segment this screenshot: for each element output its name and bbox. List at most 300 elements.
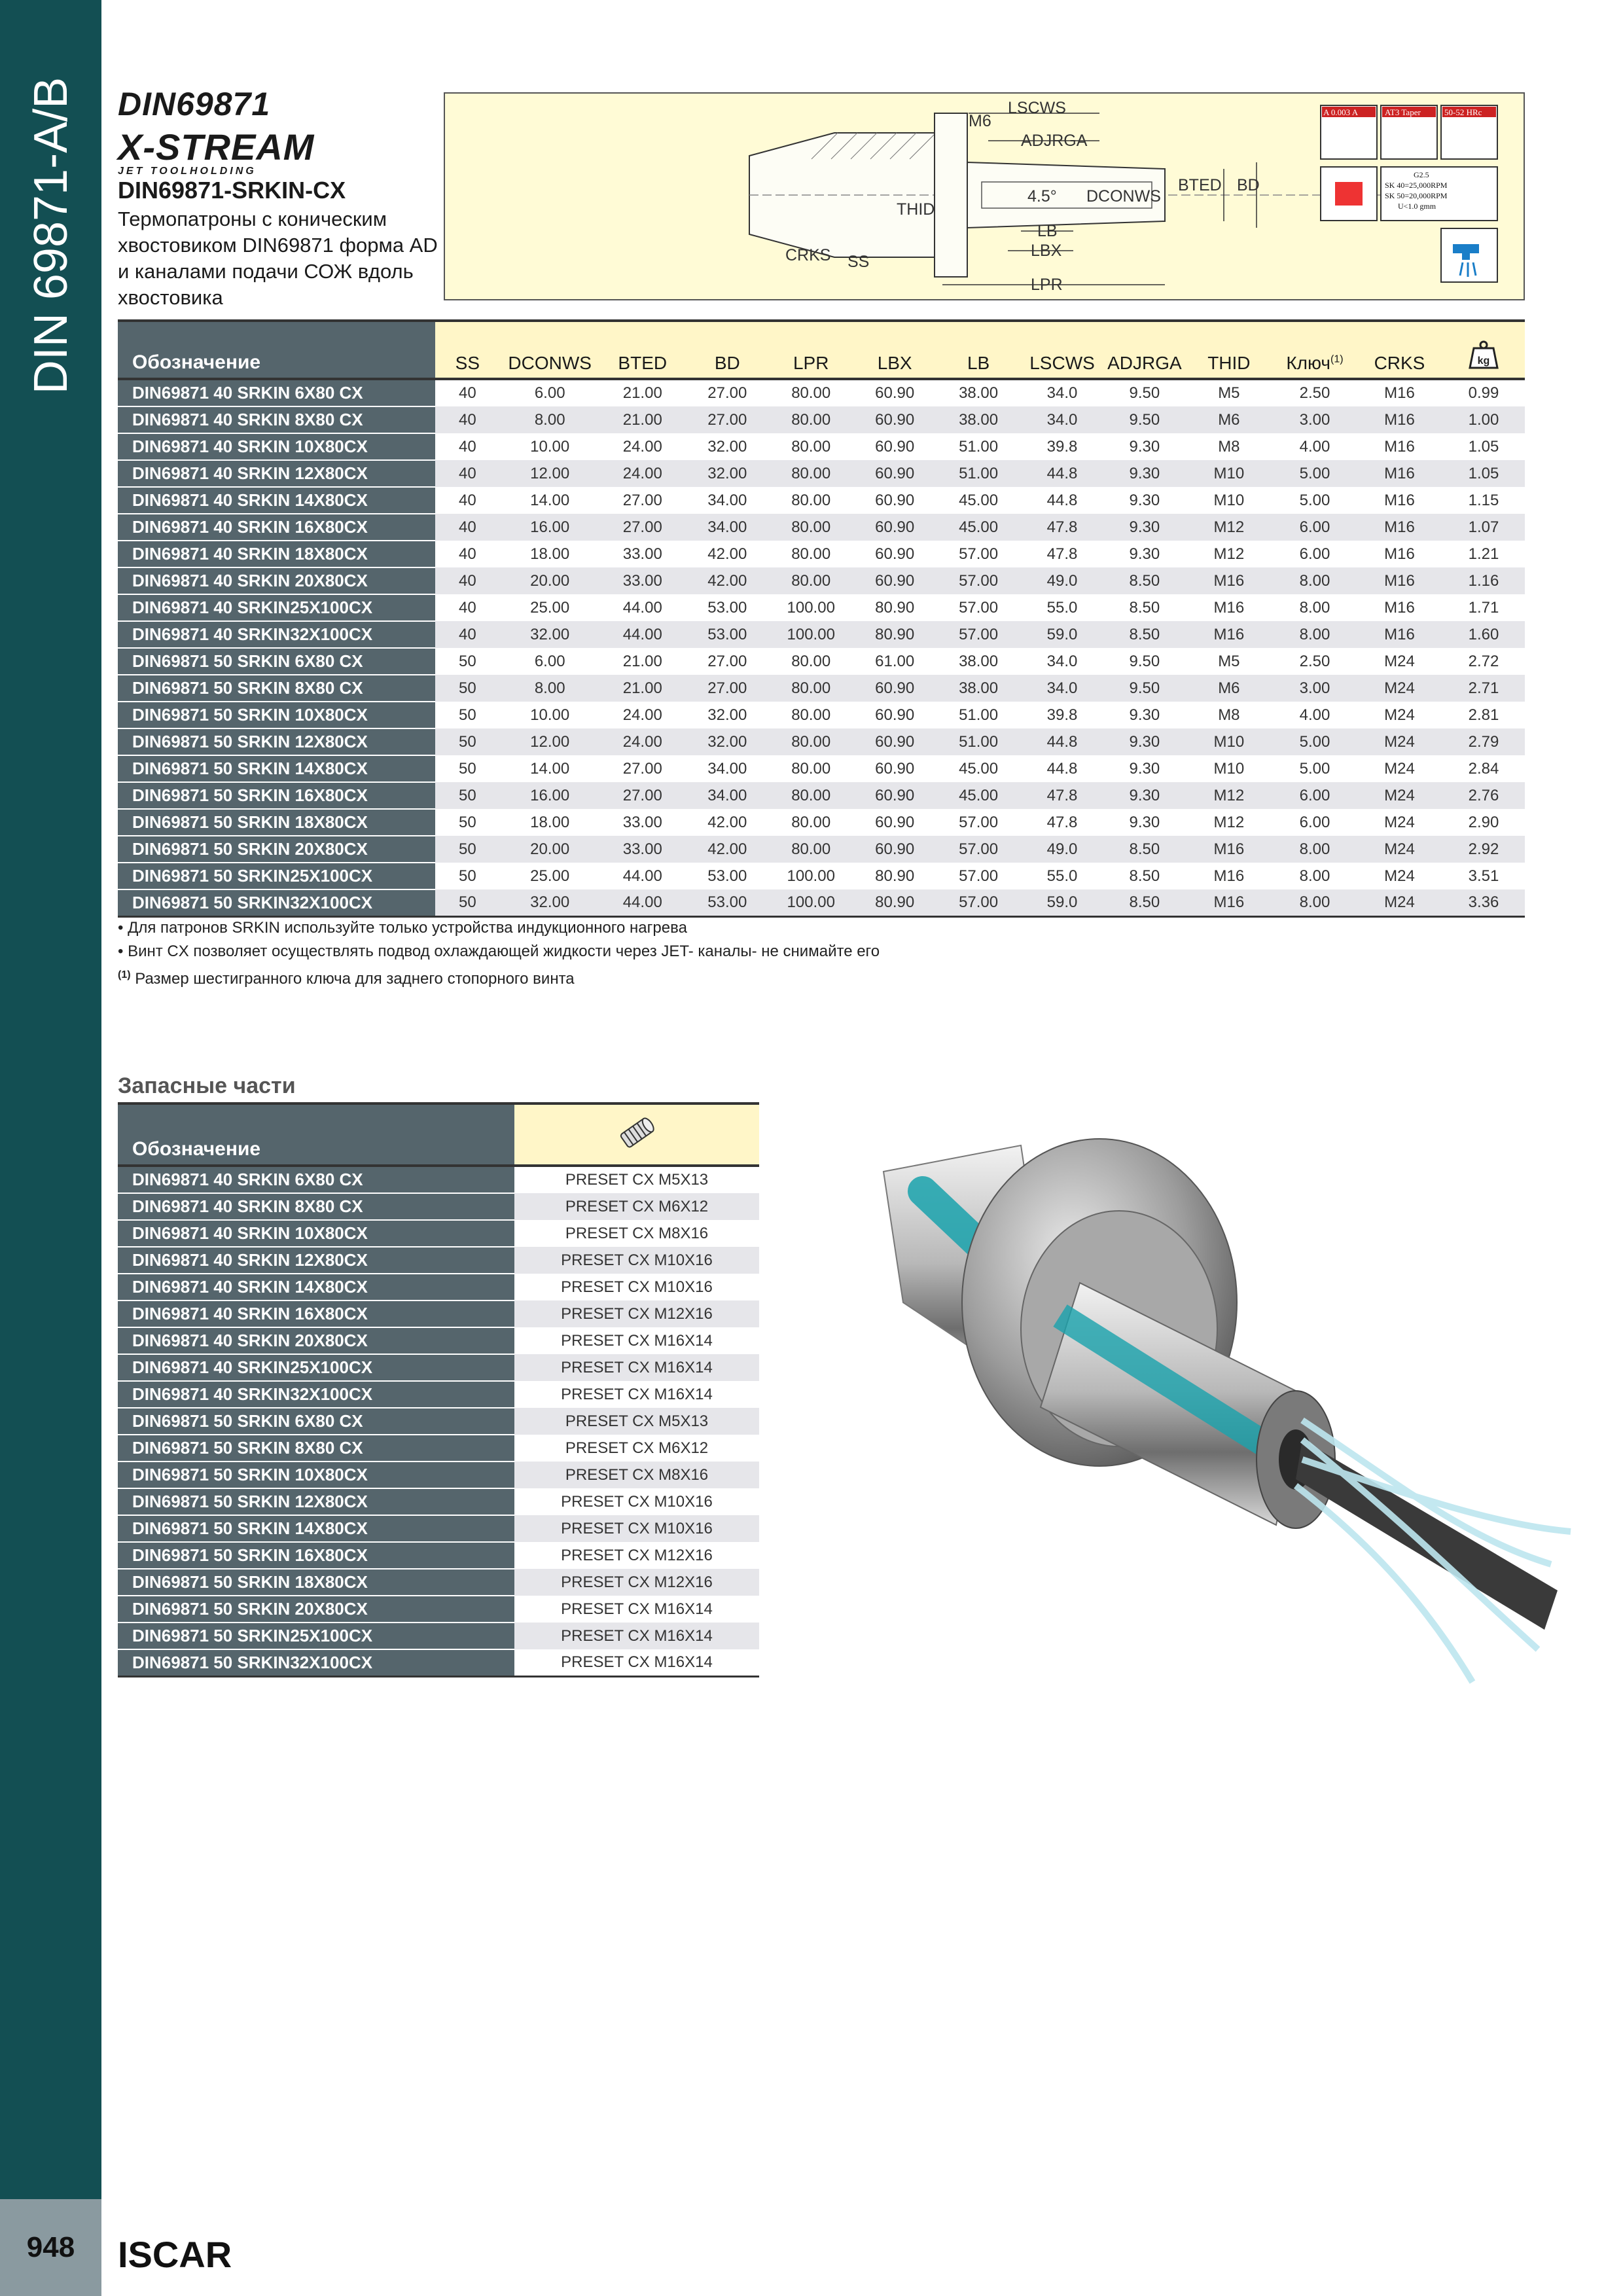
cell-screw: PRESET CX M10X16 [514,1247,759,1274]
cell-bted: 24.00 [599,433,685,460]
cell-thid: M16 [1185,836,1273,863]
cell-screw: PRESET CX M16X14 [514,1649,759,1677]
cell-thid: M6 [1185,675,1273,702]
x-stream-logo [118,85,314,177]
cell-weight: 1.05 [1442,460,1525,487]
cell-adjrga: 9.30 [1104,433,1185,460]
cell-key: 8.00 [1273,567,1357,594]
cell-weight: 1.00 [1442,406,1525,433]
dim-bted: BTED [1178,176,1222,194]
product-photo [844,1132,1577,1708]
col-designation: Обозначение [118,321,435,379]
cell-lb: 45.00 [936,782,1020,809]
cell-designation: DIN69871 40 SRKIN 6X80 CX [118,379,435,406]
spare-col-designation: Обозначение [118,1103,514,1166]
cell-crks: M16 [1357,433,1442,460]
cell-screw: PRESET CX M16X14 [514,1354,759,1381]
cell-screw: PRESET CX M12X16 [514,1542,759,1569]
cell-screw: PRESET CX M12X16 [514,1300,759,1327]
cell-key: 5.00 [1273,728,1357,755]
cell-lb: 38.00 [936,379,1020,406]
cell-crks: M24 [1357,809,1442,836]
cell-crks: M24 [1357,782,1442,809]
cell-lb: 57.00 [936,621,1020,648]
cell-ss: 50 [435,782,501,809]
cell-adjrga: 8.50 [1104,594,1185,621]
cell-crks: M24 [1357,889,1442,917]
cell-designation: DIN69871 50 SRKIN 18X80CX [118,809,435,836]
balance-line-2: SK 50=20,000RPM [1385,191,1448,200]
cell-bd: 53.00 [685,889,769,917]
spare-row [118,1596,759,1623]
cell-bted: 27.00 [599,514,685,541]
cell-bd: 42.00 [685,567,769,594]
cell-bted: 21.00 [599,406,685,433]
balance-title: G2.5 [1414,170,1429,179]
cell-designation: DIN69871 50 SRKIN 6X80 CX [118,648,435,675]
cell-dconws: 18.00 [500,809,599,836]
cell-ss: 40 [435,621,501,648]
table-row [118,406,1525,433]
cell-key: 5.00 [1273,460,1357,487]
spare-row [118,1488,759,1515]
cell-ss: 50 [435,809,501,836]
cell-lpr: 80.00 [769,755,853,782]
cell-weight: 1.71 [1442,594,1525,621]
cell-lscws: 49.0 [1020,567,1104,594]
cell-adjrga: 8.50 [1104,836,1185,863]
cell-lscws: 47.8 [1020,514,1104,541]
cell-crks: M24 [1357,675,1442,702]
cell-lscws: 59.0 [1020,889,1104,917]
spare-header-row [118,1103,759,1166]
cell-crks: M16 [1357,514,1442,541]
cell-key: 2.50 [1273,379,1357,406]
col-bd: BD [685,321,769,379]
table-row [118,755,1525,782]
table-row [118,621,1525,648]
spare-row [118,1623,759,1649]
cell-thid: M10 [1185,728,1273,755]
cell-lbx: 60.90 [853,702,936,728]
spare-row [118,1569,759,1596]
cell-ss: 40 [435,567,501,594]
cell-bd: 34.00 [685,782,769,809]
cell-thid: M16 [1185,621,1273,648]
table-row [118,433,1525,460]
cell-designation: DIN69871 40 SRKIN 20X80CX [118,1327,514,1354]
cell-designation: DIN69871 40 SRKIN 14X80CX [118,1274,514,1300]
cell-dconws: 14.00 [500,755,599,782]
cell-lpr: 80.00 [769,567,853,594]
cell-bd: 27.00 [685,648,769,675]
dim-lbx: LBX [1031,242,1062,260]
cell-bted: 44.00 [599,621,685,648]
cell-weight: 2.71 [1442,675,1525,702]
table-row [118,487,1525,514]
cell-bted: 44.00 [599,863,685,889]
cell-bted: 33.00 [599,541,685,567]
spare-row [118,1515,759,1542]
col-lbx: LBX [853,321,936,379]
cell-crks: M24 [1357,648,1442,675]
table-row [118,648,1525,675]
cell-lpr: 100.00 [769,621,853,648]
cell-weight: 1.15 [1442,487,1525,514]
cell-thid: M10 [1185,755,1273,782]
dim-dconws: DCONWS [1086,187,1161,206]
cell-adjrga: 8.50 [1104,863,1185,889]
cell-screw: PRESET CX M12X16 [514,1569,759,1596]
logo-xstream: X-STREAM [118,126,315,168]
table-row [118,594,1525,621]
cell-lbx: 60.90 [853,675,936,702]
cell-ss: 40 [435,541,501,567]
cell-bted: 24.00 [599,702,685,728]
cell-dconws: 25.00 [500,594,599,621]
cell-screw: PRESET CX M10X16 [514,1274,759,1300]
cell-bd: 42.00 [685,809,769,836]
spare-row [118,1542,759,1569]
cell-thid: M12 [1185,514,1273,541]
cell-weight: 1.07 [1442,514,1525,541]
key-label: Ключ [1286,353,1330,373]
cell-designation: DIN69871 50 SRKIN 10X80CX [118,702,435,728]
spare-row [118,1408,759,1435]
cell-thid: M10 [1185,460,1273,487]
cell-screw: PRESET CX M10X16 [514,1515,759,1542]
dim-lpr: LPR [1031,276,1063,294]
cell-bted: 44.00 [599,594,685,621]
cell-weight: 1.16 [1442,567,1525,594]
cell-weight: 3.36 [1442,889,1525,917]
footnotes [118,916,880,991]
cell-screw: PRESET CX M6X12 [514,1193,759,1220]
dim-ss: SS [847,253,870,271]
cell-weight: 0.99 [1442,379,1525,406]
cell-bd: 42.00 [685,541,769,567]
cell-lpr: 80.00 [769,728,853,755]
cell-dconws: 12.00 [500,728,599,755]
cell-ss: 50 [435,675,501,702]
cell-thid: M16 [1185,889,1273,917]
cell-thid: M6 [1185,406,1273,433]
spare-parts-table [118,1102,759,1677]
cell-bted: 33.00 [599,567,685,594]
cell-screw: PRESET CX M8X16 [514,1462,759,1488]
cell-screw: PRESET CX M5X13 [514,1408,759,1435]
cell-dconws: 32.00 [500,621,599,648]
cell-lpr: 100.00 [769,863,853,889]
cell-lb: 45.00 [936,755,1020,782]
cell-designation: DIN69871 40 SRKIN 16X80CX [118,514,435,541]
cell-designation: DIN69871 50 SRKIN 18X80CX [118,1569,514,1596]
cell-key: 5.00 [1273,487,1357,514]
cell-key: 8.00 [1273,594,1357,621]
cell-lscws: 39.8 [1020,433,1104,460]
cell-ss: 40 [435,487,501,514]
cell-crks: M16 [1357,621,1442,648]
cell-weight: 3.51 [1442,863,1525,889]
cell-lbx: 61.00 [853,648,936,675]
cell-lb: 51.00 [936,433,1020,460]
cell-designation: DIN69871 50 SRKIN25X100CX [118,863,435,889]
cell-lbx: 80.90 [853,863,936,889]
cell-bted: 21.00 [599,675,685,702]
table-row [118,567,1525,594]
cell-thid: M5 [1185,648,1273,675]
cell-lb: 57.00 [936,809,1020,836]
cell-lbx: 60.90 [853,755,936,782]
cell-adjrga: 9.50 [1104,406,1185,433]
cell-bd: 27.00 [685,675,769,702]
cell-ss: 40 [435,379,501,406]
table-row [118,379,1525,406]
cell-lscws: 34.0 [1020,379,1104,406]
cell-crks: M24 [1357,836,1442,863]
cell-lpr: 80.00 [769,648,853,675]
col-key [1273,321,1357,379]
cell-lbx: 60.90 [853,433,936,460]
cell-adjrga: 8.50 [1104,889,1185,917]
cell-lb: 57.00 [936,836,1020,863]
cell-crks: M16 [1357,594,1442,621]
cell-ss: 40 [435,514,501,541]
cell-ss: 40 [435,460,501,487]
cell-lscws: 34.0 [1020,675,1104,702]
col-weight [1442,321,1525,379]
cell-lpr: 80.00 [769,782,853,809]
cell-designation: DIN69871 50 SRKIN 16X80CX [118,782,435,809]
cell-designation: DIN69871 40 SRKIN 8X80 CX [118,406,435,433]
cell-key: 6.00 [1273,809,1357,836]
cell-weight: 2.90 [1442,809,1525,836]
cell-designation: DIN69871 40 SRKIN 10X80CX [118,433,435,460]
page-number: 948 [0,2199,101,2296]
spare-row [118,1274,759,1300]
cell-designation: DIN69871 40 SRKIN 14X80CX [118,487,435,514]
spare-col-screw [514,1103,759,1166]
cell-adjrga: 9.30 [1104,755,1185,782]
cell-weight: 1.05 [1442,433,1525,460]
cell-bd: 53.00 [685,863,769,889]
cell-ss: 50 [435,889,501,917]
dim-angle: 4.5° [1027,187,1057,206]
cell-dconws: 32.00 [500,889,599,917]
cell-bd: 32.00 [685,728,769,755]
cell-designation: DIN69871 50 SRKIN 6X80 CX [118,1408,514,1435]
cell-thid: M5 [1185,379,1273,406]
cell-lbx: 60.90 [853,541,936,567]
cell-key: 6.00 [1273,514,1357,541]
cell-lscws: 47.8 [1020,541,1104,567]
cell-designation: DIN69871 40 SRKIN 16X80CX [118,1300,514,1327]
cell-adjrga: 9.50 [1104,379,1185,406]
cell-designation: DIN69871 40 SRKIN 18X80CX [118,541,435,567]
cell-bd: 27.00 [685,406,769,433]
cell-designation: DIN69871 40 SRKIN25X100CX [118,1354,514,1381]
cell-weight: 2.92 [1442,836,1525,863]
cell-designation: DIN69871 50 SRKIN 20X80CX [118,836,435,863]
cell-designation: DIN69871 50 SRKIN 12X80CX [118,728,435,755]
spare-row [118,1649,759,1677]
cell-lscws: 44.8 [1020,728,1104,755]
cell-bd: 32.00 [685,433,769,460]
cell-lpr: 80.00 [769,675,853,702]
cell-dconws: 16.00 [500,514,599,541]
balance-line-3: U<1.0 gmm [1398,202,1436,211]
cell-designation: DIN69871 40 SRKIN 20X80CX [118,567,435,594]
cell-lscws: 44.8 [1020,487,1104,514]
cell-designation: DIN69871 40 SRKIN 10X80CX [118,1220,514,1247]
cell-key: 8.00 [1273,836,1357,863]
cell-key: 6.00 [1273,782,1357,809]
cell-designation: DIN69871 40 SRKIN 12X80CX [118,1247,514,1274]
cell-crks: M16 [1357,487,1442,514]
cell-designation: DIN69871 40 SRKIN 12X80CX [118,460,435,487]
col-lscws: LSCWS [1020,321,1104,379]
cell-designation: DIN69871 50 SRKIN 14X80CX [118,1515,514,1542]
cell-lscws: 34.0 [1020,648,1104,675]
cell-dconws: 18.00 [500,541,599,567]
cell-bted: 21.00 [599,648,685,675]
sidebar [0,0,101,2296]
cell-adjrga: 8.50 [1104,621,1185,648]
cell-designation: DIN69871 50 SRKIN 12X80CX [118,1488,514,1515]
spare-row [118,1354,759,1381]
dim-lb: LB [1037,222,1058,240]
cell-lscws: 34.0 [1020,406,1104,433]
cell-lpr: 80.00 [769,809,853,836]
cell-lbx: 60.90 [853,567,936,594]
cell-adjrga: 9.30 [1104,809,1185,836]
cell-adjrga: 9.30 [1104,487,1185,514]
cell-adjrga: 9.50 [1104,648,1185,675]
cell-thid: M16 [1185,863,1273,889]
cell-lscws: 55.0 [1020,863,1104,889]
cell-dconws: 20.00 [500,567,599,594]
cell-screw: PRESET CX M16X14 [514,1327,759,1354]
cell-lbx: 60.90 [853,809,936,836]
hardness-label: 50-52 HRc [1444,107,1482,117]
cell-lscws: 55.0 [1020,594,1104,621]
cell-lb: 57.00 [936,541,1020,567]
cell-weight: 1.60 [1442,621,1525,648]
key-footnote-marker: (1) [1330,353,1344,365]
cell-adjrga: 9.50 [1104,675,1185,702]
product-table [118,319,1525,918]
cell-bd: 42.00 [685,836,769,863]
cell-designation: DIN69871 50 SRKIN 8X80 CX [118,1435,514,1462]
logo-tagline: JET TOOLHOLDING [118,166,257,177]
table-row [118,702,1525,728]
cell-screw: PRESET CX M16X14 [514,1596,759,1623]
cell-bted: 21.00 [599,379,685,406]
cell-crks: M16 [1357,541,1442,567]
col-dconws: DCONWS [500,321,599,379]
cell-lpr: 80.00 [769,514,853,541]
cell-designation: DIN69871 50 SRKIN 20X80CX [118,1596,514,1623]
cell-screw: PRESET CX M6X12 [514,1435,759,1462]
cell-ss: 50 [435,755,501,782]
cell-crks: M16 [1357,406,1442,433]
cell-lbx: 60.90 [853,379,936,406]
cell-lscws: 49.0 [1020,836,1104,863]
cell-bd: 53.00 [685,594,769,621]
cell-lscws: 47.8 [1020,809,1104,836]
cell-bted: 33.00 [599,809,685,836]
dim-crks: CRKS [785,246,831,264]
table-row [118,863,1525,889]
cell-bd: 27.00 [685,379,769,406]
cell-designation: DIN69871 40 SRKIN32X100CX [118,621,435,648]
cell-key: 3.00 [1273,406,1357,433]
cell-dconws: 8.00 [500,675,599,702]
note-2: • Винт CX позволяет осуществлять подвод охлаждающей жидкости через JET- каналы- не снимайте его [118,942,880,960]
cell-lpr: 80.00 [769,379,853,406]
cell-bted: 44.00 [599,889,685,917]
col-adjrga: ADJRGA [1104,321,1185,379]
table-row [118,460,1525,487]
col-thid: THID [1185,321,1273,379]
note-1: • Для патронов SRKIN используйте только устройства индукционного нагрева [118,919,687,937]
taper-label: AT3 Taper [1385,107,1421,117]
cell-weight: 1.21 [1442,541,1525,567]
cell-key: 4.00 [1273,702,1357,728]
cell-designation: DIN69871 40 SRKIN32X100CX [118,1381,514,1408]
cell-thid: M16 [1185,567,1273,594]
cell-lbx: 80.90 [853,621,936,648]
cell-lb: 57.00 [936,863,1020,889]
cell-dconws: 20.00 [500,836,599,863]
weight-icon-label: kg [1477,355,1490,367]
cell-lbx: 60.90 [853,406,936,433]
cell-bted: 27.00 [599,755,685,782]
cell-lbx: 60.90 [853,487,936,514]
cell-bted: 33.00 [599,836,685,863]
cell-dconws: 25.00 [500,863,599,889]
cell-dconws: 12.00 [500,460,599,487]
table-row [118,809,1525,836]
cell-key: 8.00 [1273,889,1357,917]
spare-row [118,1462,759,1488]
spare-row [118,1247,759,1274]
cell-screw: PRESET CX M10X16 [514,1488,759,1515]
cell-lscws: 44.8 [1020,460,1104,487]
col-bted: BTED [599,321,685,379]
cell-designation: DIN69871 50 SRKIN32X100CX [118,1649,514,1677]
cell-lb: 57.00 [936,889,1020,917]
spare-row [118,1327,759,1354]
cell-crks: M24 [1357,755,1442,782]
cell-lpr: 80.00 [769,702,853,728]
cell-crks: M24 [1357,702,1442,728]
col-ss: SS [435,321,501,379]
cell-dconws: 6.00 [500,379,599,406]
table-row [118,782,1525,809]
cell-key: 2.50 [1273,648,1357,675]
cell-lscws: 44.8 [1020,755,1104,782]
cell-lb: 51.00 [936,728,1020,755]
col-lpr: LPR [769,321,853,379]
cell-designation: DIN69871 50 SRKIN 8X80 CX [118,675,435,702]
cell-lbx: 60.90 [853,460,936,487]
spare-row [118,1435,759,1462]
spare-row [118,1220,759,1247]
note-3-text: Размер шестигранного ключа для заднего стопорного винта [130,970,575,988]
cell-designation: DIN69871 40 SRKIN25X100CX [118,594,435,621]
cell-dconws: 14.00 [500,487,599,514]
